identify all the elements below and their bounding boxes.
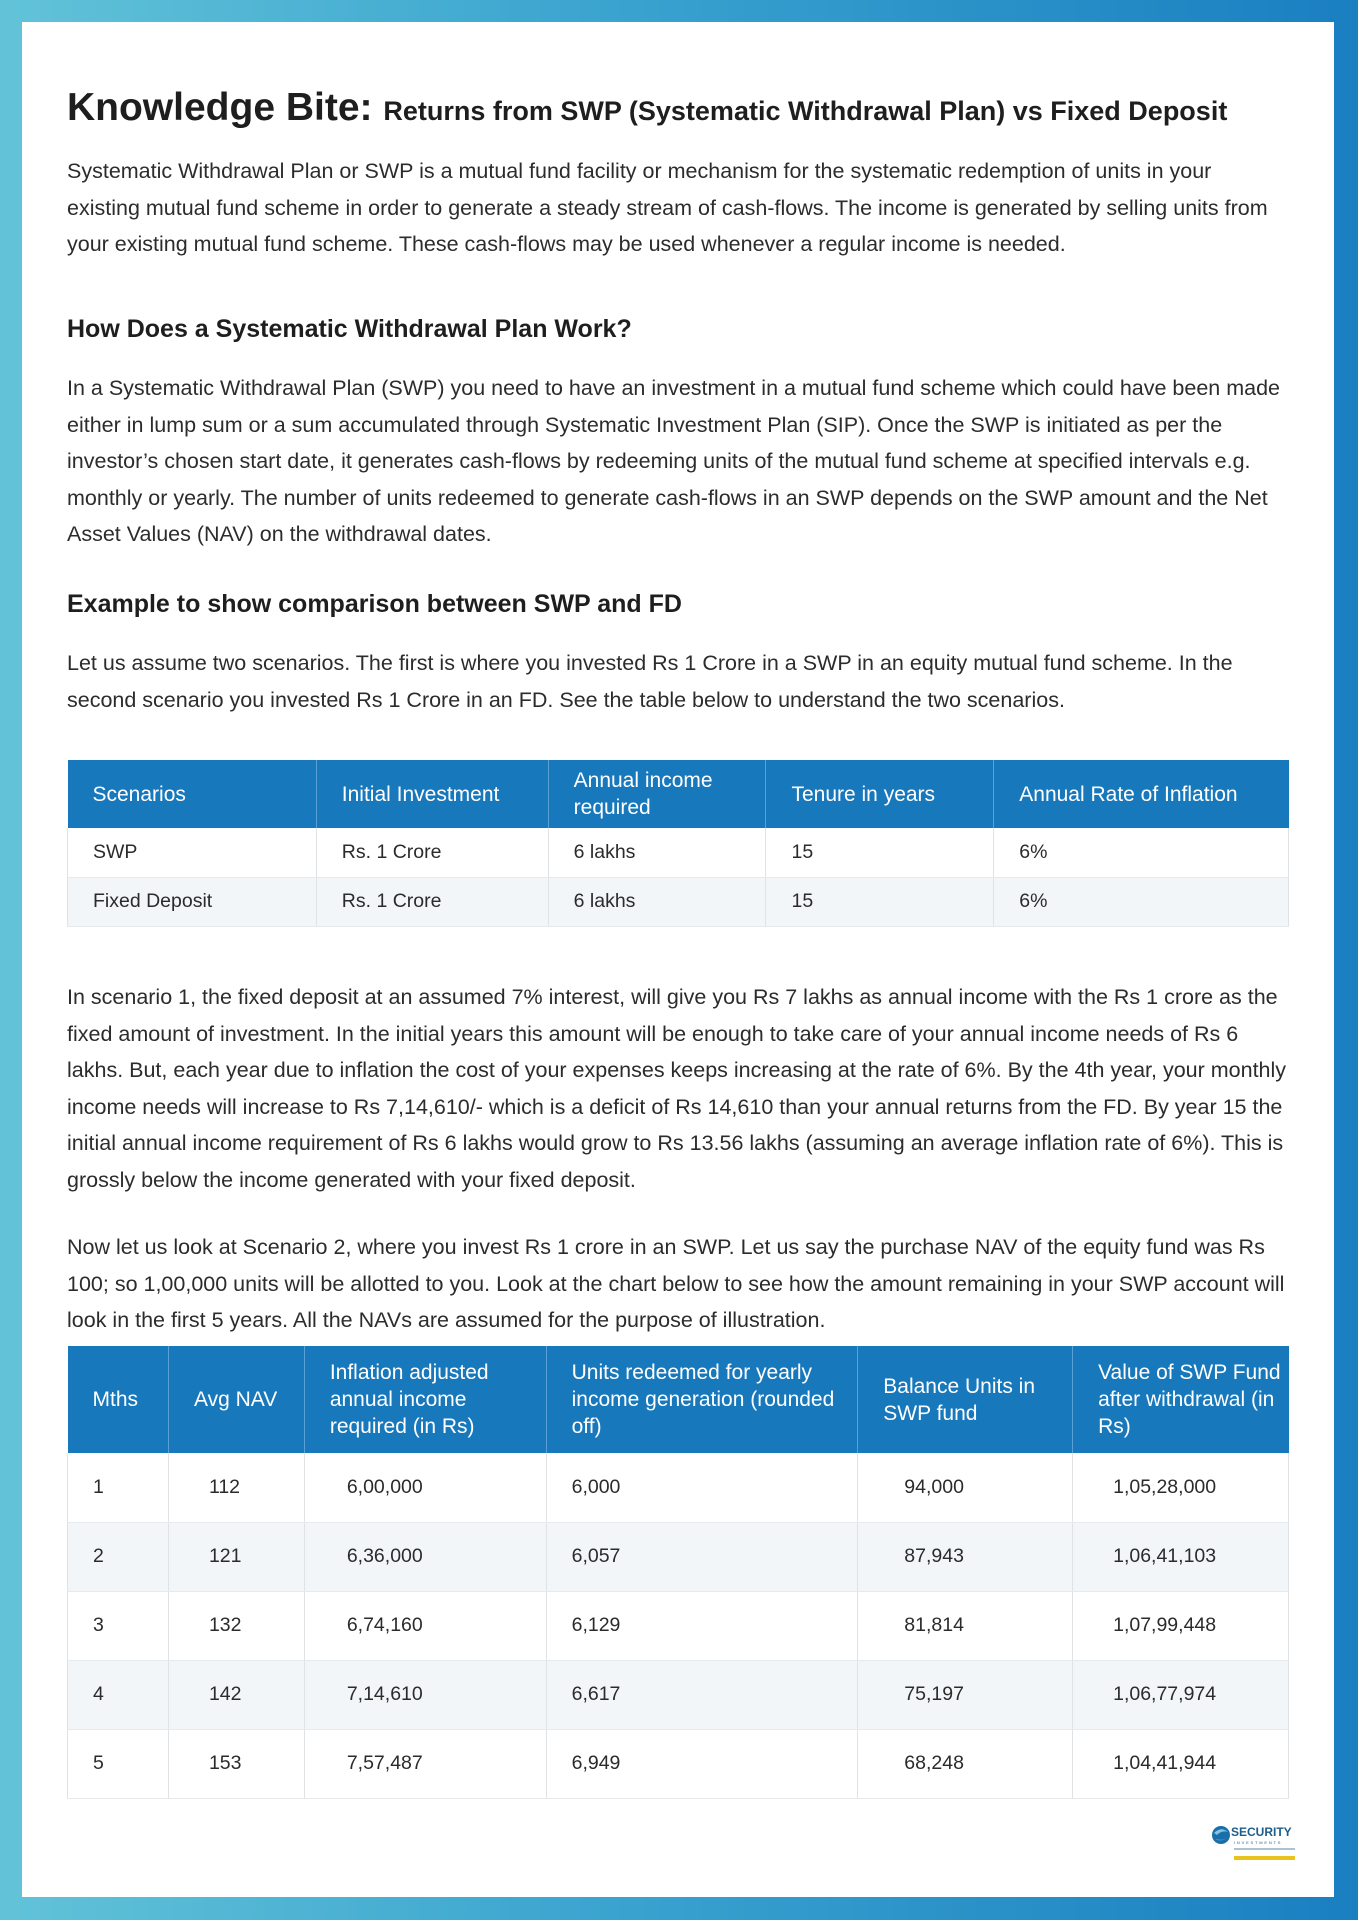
table-cell: 94,000 — [858, 1453, 1073, 1522]
table-cell: 6,00,000 — [304, 1453, 546, 1522]
table-cell: 1,06,41,103 — [1073, 1522, 1289, 1591]
table-cell: 15 — [766, 828, 994, 877]
scenario-header-cell: Tenure in years — [766, 760, 994, 828]
logo-bar — [1234, 1856, 1295, 1860]
swp-table — [67, 1346, 1289, 1799]
table-cell: 4 — [68, 1660, 169, 1729]
table-cell: 87,943 — [858, 1522, 1073, 1591]
table-cell: 7,57,487 — [304, 1729, 546, 1798]
table-cell: Rs. 1 Crore — [316, 877, 548, 926]
table-cell: 153 — [168, 1729, 304, 1798]
table-cell: 6% — [994, 828, 1289, 877]
how-heading: How Does a Systematic Withdrawal Plan Work? — [67, 315, 632, 343]
security-investments-logo — [1211, 1820, 1299, 1868]
table-cell: 6,36,000 — [304, 1522, 546, 1591]
table-cell: 7,14,610 — [304, 1660, 546, 1729]
scenario-header-cell: Annual income required — [548, 760, 766, 828]
scenario-header-cell: Annual Rate of Inflation — [994, 760, 1289, 828]
intro-paragraph: Systematic Withdrawal Plan or SWP is a mutual fund facility or mechanism for the systematic redemption of units in your existing mutual fund scheme in order to generate a steady stream of cash-flows. The income is generated by selling units from your existing mutual fund scheme. These cash-flows may be used whenever a regular income is needed. — [67, 159, 1268, 256]
scenario-table-header — [68, 760, 1289, 828]
table-cell: 75,197 — [858, 1660, 1073, 1729]
table-cell: 1,05,28,000 — [1073, 1453, 1289, 1522]
scenario-header-cell: Scenarios — [68, 760, 317, 828]
table-row — [68, 1729, 1289, 1798]
table-cell: 132 — [168, 1591, 304, 1660]
swp-header-cell: Avg NAV — [168, 1346, 304, 1453]
table-row — [68, 1453, 1289, 1522]
table-cell: 1,04,41,944 — [1073, 1729, 1289, 1798]
page — [22, 22, 1334, 1897]
table-row — [68, 1522, 1289, 1591]
swp-header-cell: Balance Units in SWP fund — [858, 1346, 1073, 1453]
table-cell: 142 — [168, 1660, 304, 1729]
globe-icon — [1212, 1826, 1230, 1844]
example-paragraph: Let us assume two scenarios. The first is where you invested Rs 1 Crore in a SWP in an equity mutual fund scheme. In the second scenario you invested Rs 1 Crore in an FD. See the table below to understand the two scenarios. — [67, 651, 1233, 712]
table-cell: 1,06,77,974 — [1073, 1660, 1289, 1729]
table-cell: 6 lakhs — [548, 877, 766, 926]
table-cell: 6,129 — [546, 1591, 858, 1660]
table-cell: 6,74,160 — [304, 1591, 546, 1660]
scenario-table — [67, 760, 1289, 927]
table-row — [68, 1660, 1289, 1729]
title-main: Knowledge Bite: — [67, 86, 373, 129]
table-cell: 1,07,99,448 — [1073, 1591, 1289, 1660]
table-row — [68, 828, 1289, 877]
scenario-header-cell: Initial Investment — [316, 760, 548, 828]
table-cell: 6 lakhs — [548, 828, 766, 877]
logo-brand: SECURITY — [1231, 1825, 1292, 1839]
swp-header-cell: Inflation adjusted annual income required (in Rs) — [304, 1346, 546, 1453]
swp-header-cell: Mths — [68, 1346, 169, 1453]
table-cell: 6,057 — [546, 1522, 858, 1591]
table-cell: 6,000 — [546, 1453, 858, 1522]
table-cell: Fixed Deposit — [68, 877, 317, 926]
table-cell: Rs. 1 Crore — [316, 828, 548, 877]
table-row — [68, 877, 1289, 926]
table-cell: 68,248 — [858, 1729, 1073, 1798]
scenario1-paragraph: In scenario 1, the fixed deposit at an assumed 7% interest, will give you Rs 7 lakhs as annual income with the Rs 1 crore as the fixed amount of investment. In the initial years this amount will be enough to take care of your annual income needs of Rs 6 lakhs. But, each year due to inflation the cost of your expenses keeps increasing at the rate of 6%. By the 4th year, your monthly income needs will increase to Rs 7,14,610/- which is a deficit of Rs 14,610 than your annual returns from the FD. By year 15 the initial annual income requirement of Rs 6 lakhs would grow to Rs 13.56 lakhs (assuming an average inflation rate of 6%). This is grossly below the income generated with your fixed deposit. — [67, 985, 1287, 1192]
table-cell: SWP — [68, 828, 317, 877]
how-paragraph: In a Systematic Withdrawal Plan (SWP) you need to have an investment in a mutual fund scheme which could have been made either in lump sum or a sum accumulated through Systematic Investment Plan (SIP). Once the SWP is initiated as per the investor’s chosen start date, it generates cash-flows by redeeming units of the mutual fund scheme at specified intervals e.g. monthly or yearly. The number of units redeemed to generate cash-flows in an SWP depends on the SWP amount and the Net Asset Values (NAV) on the withdrawal dates. — [67, 376, 1280, 546]
example-heading: Example to show comparison between SWP and FD — [67, 590, 682, 618]
table-cell: 3 — [68, 1591, 169, 1660]
table-cell: 6,949 — [546, 1729, 858, 1798]
table-cell: 6% — [994, 877, 1289, 926]
swp-header-cell: Value of SWP Fund after withdrawal (in Rs) — [1073, 1346, 1289, 1453]
table-cell: 81,814 — [858, 1591, 1073, 1660]
table-row — [68, 1591, 1289, 1660]
table-cell: 15 — [766, 877, 994, 926]
title-subtitle: Returns from SWP (Systematic Withdrawal Plan) vs Fixed Deposit — [383, 96, 1228, 126]
scenario2-paragraph: Now let us look at Scenario 2, where you invest Rs 1 crore in an SWP. Let us say the purchase NAV of the equity fund was Rs 100; so 1,00,000 units will be allotted to you. Look at the chart below to see how the amount remaining in your SWP account will look in the first 5 years. All the NAVs are assumed for the purpose of illustration. — [67, 1235, 1285, 1332]
table-cell: 112 — [168, 1453, 304, 1522]
table-cell: 1 — [68, 1453, 169, 1522]
logo-sub: INVESTMENTS — [1234, 1840, 1283, 1845]
table-cell: 121 — [168, 1522, 304, 1591]
table-cell: 5 — [68, 1729, 169, 1798]
swp-header-cell: Units redeemed for yearly income generation (rounded off) — [546, 1346, 858, 1453]
table-cell: 6,617 — [546, 1660, 858, 1729]
swp-table-header — [68, 1346, 1289, 1453]
table-cell: 2 — [68, 1522, 169, 1591]
page-title — [67, 84, 1227, 135]
